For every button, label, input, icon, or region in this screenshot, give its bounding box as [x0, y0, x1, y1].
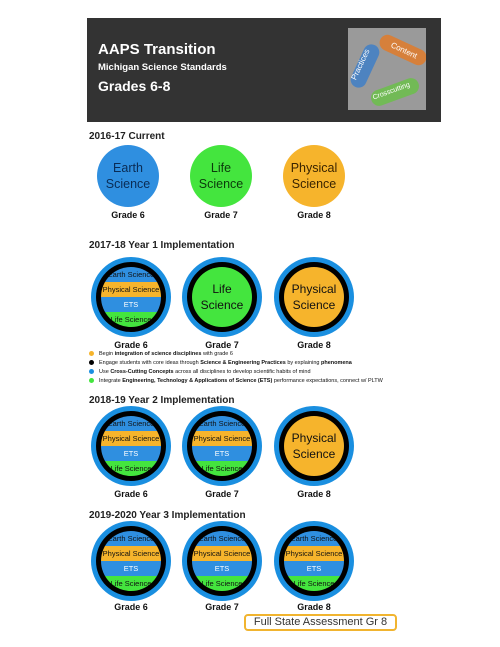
black-dot-icon — [89, 360, 94, 365]
section-title-year2: 2018-19 Year 2 Implementation — [89, 395, 235, 406]
circle-label: Science — [198, 177, 244, 191]
life-science-circle — [190, 145, 252, 207]
orange-dot-icon — [89, 351, 94, 356]
band-ets: ETS — [284, 561, 344, 576]
logo-word-content: Content — [389, 40, 419, 61]
band-ets: ETS — [192, 446, 252, 461]
grade-label: Grade 7 — [204, 210, 238, 220]
band-earth: Earth Science — [192, 531, 252, 546]
list-item: Engage students with core ideas through Science & Engineering Practices by explaining phenomena — [89, 358, 419, 367]
header-banner — [87, 18, 441, 122]
band-ets: ETS — [101, 561, 161, 576]
grade-label: Grade 8 — [297, 602, 331, 612]
integrated-circle — [182, 521, 262, 601]
grade-label: Grade 8 — [297, 340, 331, 350]
green-dot-icon — [89, 378, 94, 383]
band-life: Life Science — [101, 461, 161, 476]
circle-label: Life — [210, 161, 232, 175]
grade-label: Grade 7 — [205, 602, 239, 612]
section-title-year3: 2019-2020 Year 3 Implementation — [89, 510, 246, 521]
band-life: Life Science — [101, 576, 161, 591]
list-item: Integrate Engineering, Technology & Applications of Science (ETS) performance expectations, connect w/ PLTW — [89, 376, 419, 385]
grade-label: Grade 6 — [114, 340, 148, 350]
band-physical: Physical Science — [192, 546, 252, 561]
three-dimensions-logo — [348, 28, 426, 110]
band-physical: Physical Science — [101, 431, 161, 446]
band-life: Life Science — [192, 461, 252, 476]
logo-word-practices: Practices — [349, 47, 372, 82]
grades-label: Grades 6-8 — [98, 78, 171, 94]
band-physical: Physical Science — [284, 546, 344, 561]
assessment-callout: Full State Assessment Gr 8 — [244, 614, 397, 631]
circle-label: Science — [291, 177, 337, 191]
circle-label: Physical — [291, 282, 337, 296]
band-ets: ETS — [101, 446, 161, 461]
section-title-year1: 2017-18 Year 1 Implementation — [89, 240, 235, 251]
band-ets: ETS — [192, 561, 252, 576]
integrated-circle — [274, 521, 354, 601]
circle-label: Science — [105, 177, 151, 191]
grade-label: Grade 8 — [297, 210, 331, 220]
page-subtitle: Michigan Science Standards — [98, 62, 227, 73]
logo-word-crosscutting: Crosscutting — [371, 81, 411, 102]
band-physical: Physical Science — [192, 431, 252, 446]
circle-label: Earth — [113, 161, 143, 175]
circle-label: Science — [292, 447, 336, 461]
list-item: Begin integration of science disciplines with grade 6 — [89, 349, 419, 358]
band-earth: Earth Science — [101, 416, 161, 431]
band-physical: Physical Science — [101, 546, 161, 561]
grade-label: Grade 7 — [205, 489, 239, 499]
list-item: Use Cross-Cutting Concepts across all disciplines to develop scientific habits of mind — [89, 367, 419, 376]
circle-label: Life — [212, 282, 232, 296]
band-life: Life Science — [101, 312, 161, 327]
circle-label: Science — [292, 298, 336, 312]
circle-label: Physical — [290, 161, 338, 175]
band-earth: Earth Science — [101, 531, 161, 546]
integrated-circle — [91, 406, 171, 486]
band-life: Life Science — [192, 576, 252, 591]
integrated-circle — [182, 406, 262, 486]
grade-label: Grade 6 — [114, 489, 148, 499]
grade-label: Grade 6 — [111, 210, 145, 220]
band-ets: ETS — [101, 297, 161, 312]
physical-science-ring — [274, 257, 354, 337]
physical-science-ring — [274, 406, 354, 486]
physical-science-circle — [283, 145, 345, 207]
band-physical: Physical Science — [101, 282, 161, 297]
life-science-ring — [182, 257, 262, 337]
integrated-circle — [91, 521, 171, 601]
key-list — [89, 349, 419, 385]
grade-label: Grade 6 — [114, 602, 148, 612]
circle-label: Physical — [291, 431, 337, 445]
band-earth: Earth Science — [101, 267, 161, 282]
blue-dot-icon — [89, 369, 94, 374]
section-title-current: 2016-17 Current — [89, 131, 165, 142]
page-title: AAPS Transition — [98, 41, 216, 58]
grade-label: Grade 8 — [297, 489, 331, 499]
earth-science-circle — [97, 145, 159, 207]
band-life: Life Science — [284, 576, 344, 591]
grade-label: Grade 7 — [205, 340, 239, 350]
circle-label: Science — [200, 298, 244, 312]
band-earth: Earth Science — [192, 416, 252, 431]
integrated-circle — [91, 257, 171, 337]
band-earth: Earth Science — [284, 531, 344, 546]
